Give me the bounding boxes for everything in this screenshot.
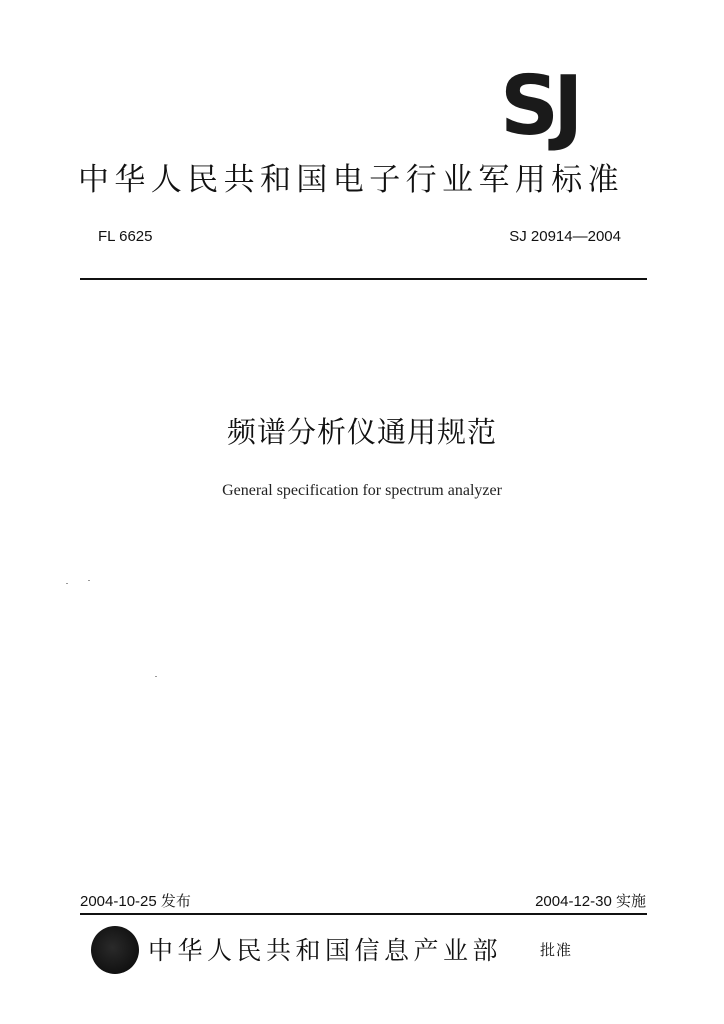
implement-date: 2004-12-30 实施 [535, 893, 646, 910]
standard-number: SJ 20914—2004 [509, 228, 621, 245]
scan-speck [66, 583, 68, 584]
ministry-seal-icon [91, 926, 139, 974]
classification-code: FL 6625 [98, 228, 153, 245]
document-title-en: General specification for spectrum analyzer [222, 482, 502, 499]
document-title-cn: 频谱分析仪通用规范 [226, 415, 497, 449]
scan-speck [155, 676, 157, 677]
sj-logo: SJ [500, 59, 578, 154]
header-divider [80, 278, 647, 280]
approving-authority: 中华人民共和国信息产业部 [148, 936, 503, 965]
scan-speck [88, 580, 90, 581]
approve-label: 批准 [540, 941, 573, 959]
footer-divider [80, 913, 647, 915]
issuing-category-title: 中华人民共和国电子行业军用标准 [78, 162, 624, 198]
issue-date: 2004-10-25 发布 [80, 893, 191, 910]
